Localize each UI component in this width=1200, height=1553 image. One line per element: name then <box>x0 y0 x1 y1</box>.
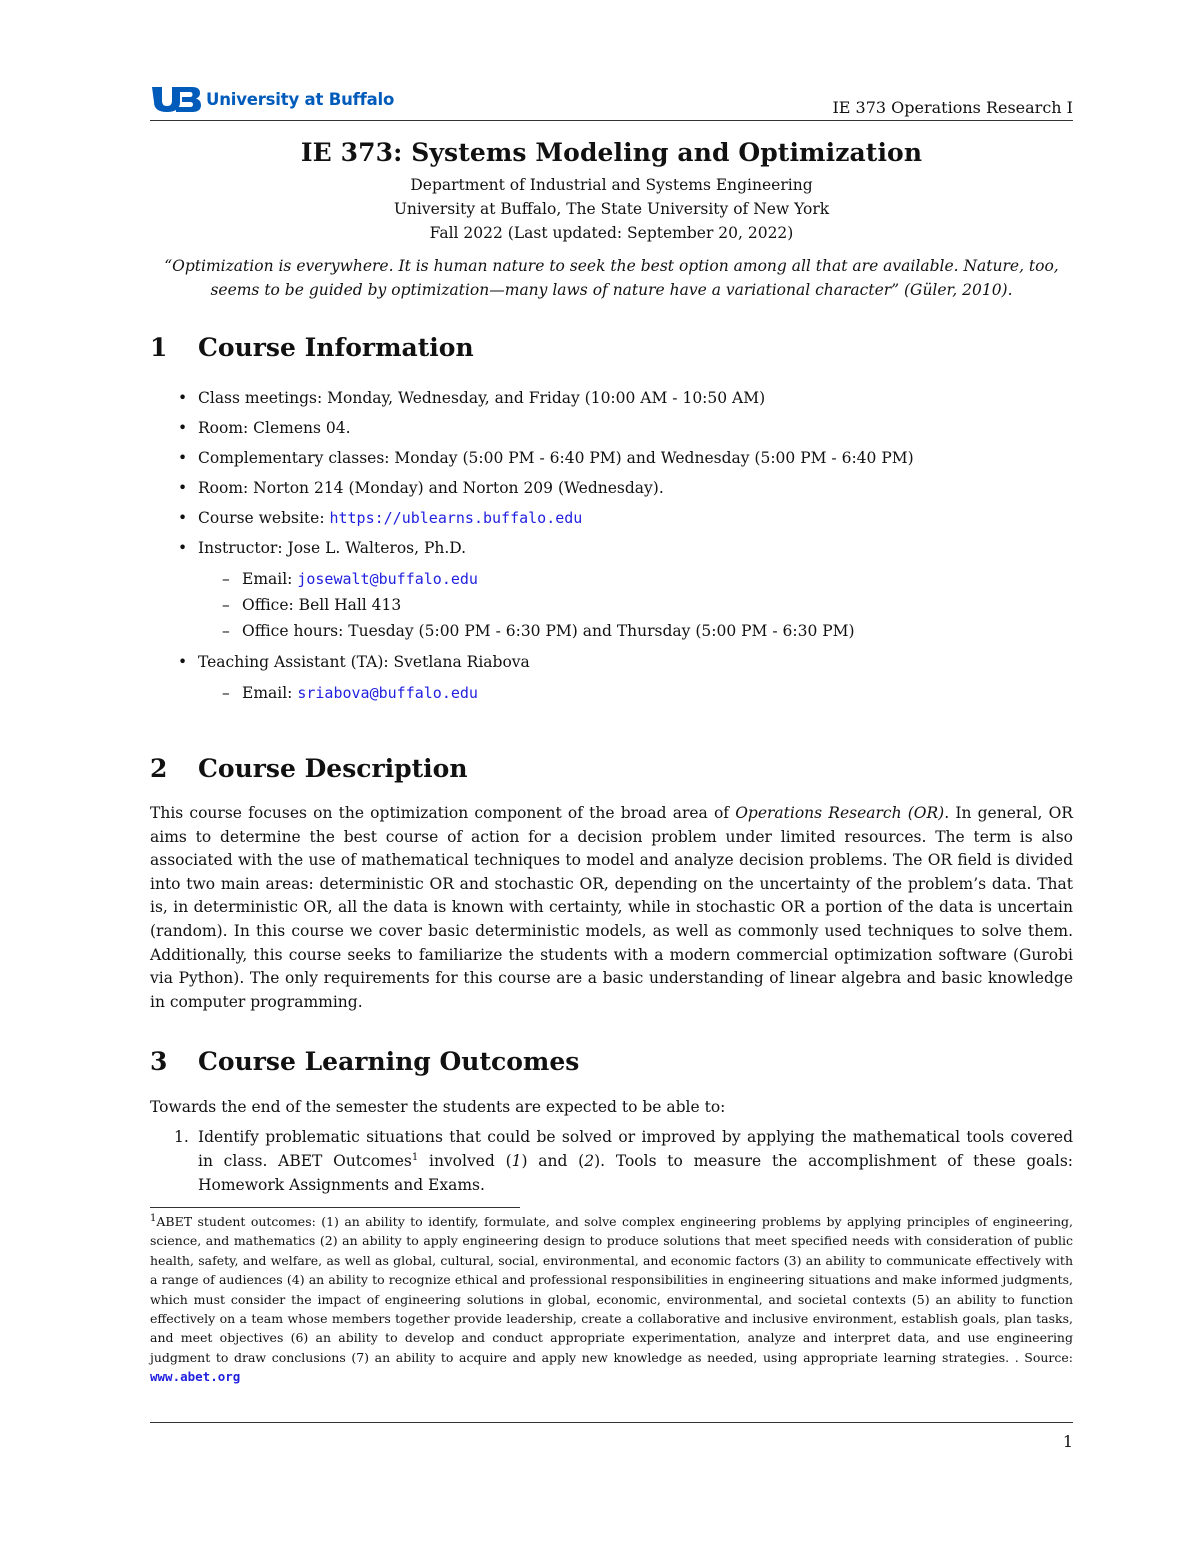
list-item: • Course website: https://ublearns.buffalo.edu <box>150 506 1073 530</box>
section-learning-outcomes <box>150 1047 1073 1197</box>
list-item: – Office: Bell Hall 413 <box>198 592 1073 618</box>
item-number: 1. <box>174 1128 189 1146</box>
section-course-information <box>150 333 1073 712</box>
epigraph-quote: “Optimization is everywhere. It is human nature to seek the best option among all that are available. Nature, too, seems to be guided by optimization—many laws of nature have a variational character” (Güler, 2010). <box>164 257 1059 299</box>
dash-icon: – <box>222 596 230 614</box>
page-number: 1 <box>1062 1432 1073 1451</box>
section-number: 3 <box>150 1047 168 1076</box>
section-number: 2 <box>150 754 168 783</box>
bullet-icon: • <box>178 449 188 467</box>
list-item: • Class meetings: Monday, Wednesday, and Friday (10:00 AM - 10:50 AM) <box>150 386 1073 410</box>
course-info-list <box>150 386 1073 706</box>
section-course-description <box>150 754 1073 1014</box>
department-line: Department of Industrial and Systems Engineering <box>410 176 813 194</box>
footer-divider <box>150 1422 1073 1423</box>
bullet-icon: • <box>178 419 188 437</box>
dash-icon: – <box>222 622 230 640</box>
ub-logo <box>150 84 394 114</box>
list-item: 1. Identify problematic situations that could be solved or improved by applying the mathematical tools covered in class. ABET Outcomes$^1$ involved (1) and (2). Tools to measure the accomplishment of these goals: Homework Assignments and Exams. <box>150 1125 1073 1197</box>
list-item: • Room: Norton 214 (Monday) and Norton 209 (Wednesday). <box>150 476 1073 500</box>
footnote-marker: 1 <box>411 1151 419 1163</box>
outcomes-list <box>150 1125 1073 1197</box>
running-head: IE 373 Operations Research I <box>832 98 1073 117</box>
section-heading <box>150 1047 1073 1077</box>
page-header <box>150 78 1073 121</box>
section-heading <box>150 333 1073 363</box>
section-heading <box>150 754 1073 784</box>
ub-monogram-icon <box>150 84 202 114</box>
list-item: • Room: Clemens 04. <box>150 416 1073 440</box>
document-title: IE 373: Systems Modeling and Optimization <box>300 138 923 167</box>
section-title: Course Learning Outcomes <box>198 1047 580 1076</box>
list-item: • Teaching Assistant (TA): Svetlana Riabova – Email: sriabova@buffalo.edu <box>150 650 1073 706</box>
description-paragraph: This course focuses on the optimization component of the broad area of Operations Research (OR). In general, OR aims to determine the best course of action for a decision problem under limited resources. The term is also associated with the use of mathematical techniques to model and analyze decision problems. The OR field is divided into two main areas: deterministic OR and stochastic OR, depending on the uncertainty of the problem’s data. That is, in deterministic OR, all the data is known with certainty, while in stochastic OR a portion of the data is uncertain (random). In this course we cover basic deterministic models, as well as commonly used techniques to solve them. Additionally, this course seeks to familiarize the students with a modern commercial optimization software (Gurobi via Python). The only requirements for this course are a basic understanding of linear algebra and basic knowledge in computer programming. <box>150 804 1073 1011</box>
bullet-icon: • <box>178 389 188 407</box>
outcomes-intro: Towards the end of the semester the students are expected to be able to: <box>150 1098 726 1116</box>
bullet-icon: • <box>178 479 188 497</box>
course-website-link[interactable]: https://ublearns.buffalo.edu <box>329 509 583 527</box>
list-item: • Complementary classes: Monday (5:00 PM - 6:40 PM) and Wednesday (5:00 PM - 6:40 PM) <box>150 446 1073 470</box>
list-item: – Office hours: Tuesday (5:00 PM - 6:30 PM) and Thursday (5:00 PM - 6:30 PM) <box>198 618 1073 644</box>
list-item: • Instructor: Jose L. Walteros, Ph.D. – Email: josewalt@buffalo.edu – Office: Bell Hall 413 – Office hours: Tuesday (5:00 PM - 6:30 PM) and Thursday (5:00 PM - 6:30 PM) <box>150 536 1073 644</box>
abet-link[interactable]: www.abet.org <box>150 1369 241 1385</box>
dash-icon: – <box>222 684 230 702</box>
ta-details <box>198 680 1073 706</box>
term-line: Fall 2022 (Last updated: September 20, 2022) <box>429 224 794 242</box>
ta-email-link[interactable]: sriabova@buffalo.edu <box>297 684 478 702</box>
title-block <box>150 138 1073 245</box>
section-title: Course Description <box>198 754 468 783</box>
list-item: – Email: sriabova@buffalo.edu <box>198 680 1073 706</box>
footnote-number: 1 <box>150 1212 157 1224</box>
list-item: – Email: josewalt@buffalo.edu <box>198 566 1073 592</box>
section-title: Course Information <box>198 333 474 362</box>
bullet-icon: • <box>178 509 188 527</box>
university-line: University at Buffalo, The State University of New York <box>393 200 830 218</box>
instructor-email-link[interactable]: josewalt@buffalo.edu <box>297 570 478 588</box>
bullet-icon: • <box>178 653 188 671</box>
ub-logo-text: University at Buffalo <box>206 89 395 109</box>
section-number: 1 <box>150 333 168 362</box>
dash-icon: – <box>222 570 230 588</box>
footnote-divider <box>150 1207 520 1208</box>
instructor-details <box>198 566 1073 644</box>
footnote: $^1$ABET student outcomes: (1) an ability to identify, formulate, and solve complex engineering problems by applying principles of engineering, science, and mathematics (2) an ability to apply engineering design to produce solutions that meet specified needs with consideration of public health, safety, and welfare, as well as global, cultural, social, environmental, and economic factors (3) an ability to communicate effectively with a range of audiences (4) an ability to recognize ethical and professional responsibilities in engineering situations and make informed judgments, which must consider the impact of engineering solutions in global, economic, environmental, and societal contexts (5) an ability to function effectively on a team whose members together provide leadership, create a collaborative and inclusive environment, establish goals, plan tasks, and meet objectives (6) an ability to develop and conduct appropriate experimentation, analyze and interpret data, and use engineering judgment to draw conclusions (7) an ability to acquire and apply new knowledge as needed, using appropriate learning strategies. . Source: www.abet.org <box>150 1212 1073 1385</box>
bullet-icon: • <box>178 539 188 557</box>
